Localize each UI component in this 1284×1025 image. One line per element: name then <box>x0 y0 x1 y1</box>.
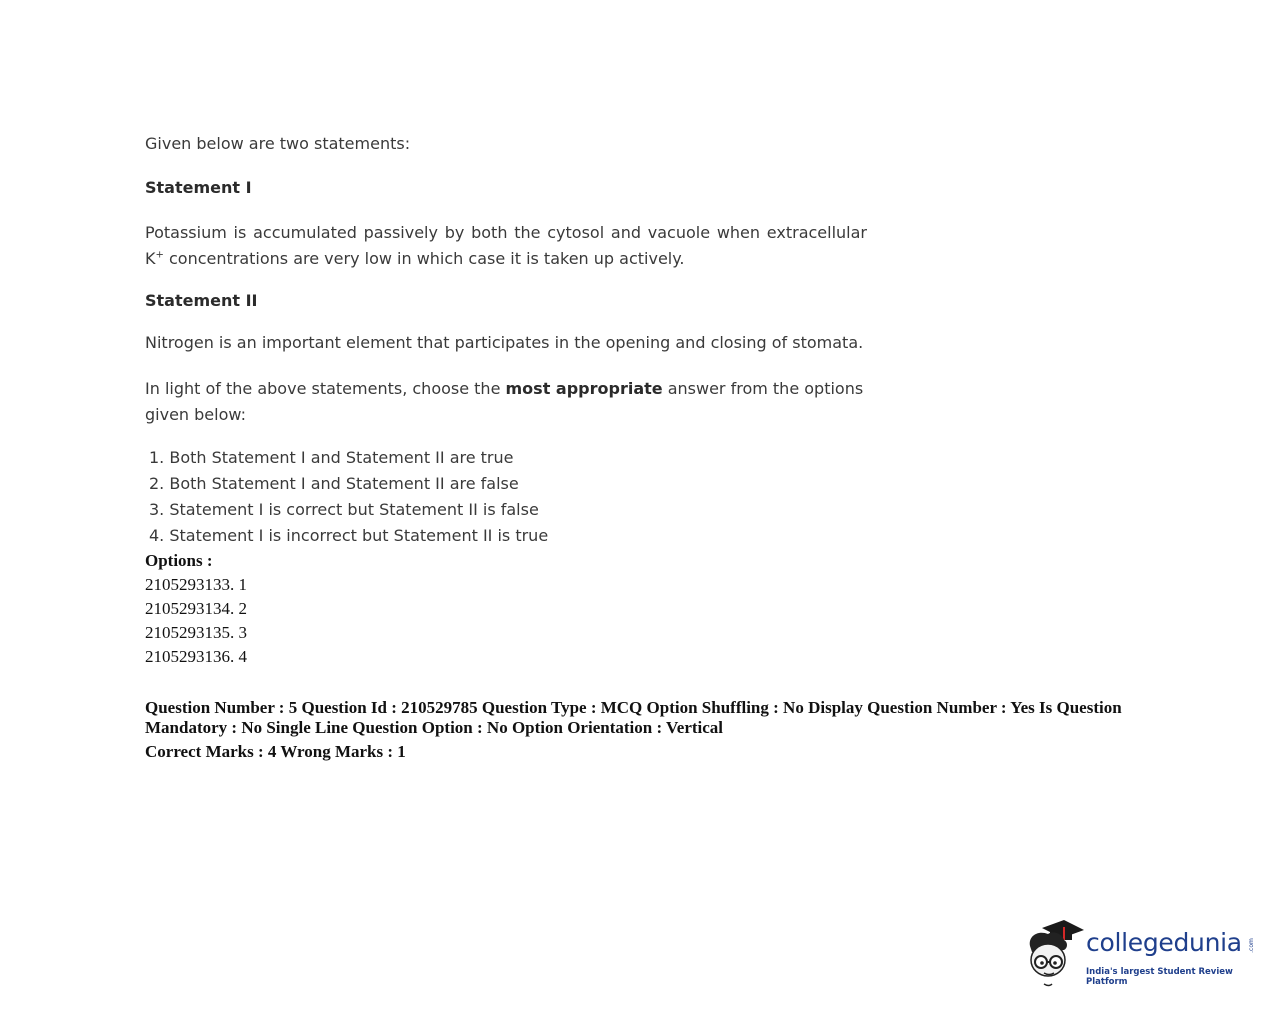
logo-wordmark: collegedunia <box>1086 928 1242 957</box>
option-id-row: 2105293134. 2 <box>145 599 247 618</box>
question-meta <box>145 698 1155 762</box>
option-id-row: 2105293136. 4 <box>145 647 247 666</box>
choice-item: 1. Both Statement I and Statement II are true <box>149 448 514 467</box>
question-meta-details: Question Number : 5 Question Id : 210529785 Question Type : MCQ Option Shuffling : No Display Question Number : Yes Is Question Mandatory : No Single Line Question Option : No Option Orientation : Vertical <box>145 698 1122 737</box>
choice-list <box>149 445 548 549</box>
options-label: Options : <box>145 551 213 570</box>
statement-1-text: Potassium is accumulated passively by both the cytosol and vacuole when extracellular K+ concentrations are very low in which case it is taken up actively. <box>145 223 867 268</box>
statement-1-heading: Statement I <box>145 178 252 197</box>
logo-tagline: India's largest Student Review Platform <box>1086 967 1233 987</box>
option-id-row: 2105293135. 3 <box>145 623 247 642</box>
choice-item: 3. Statement I is correct but Statement II is false <box>149 500 539 519</box>
options-block <box>145 549 247 669</box>
choice-item: 4. Statement I is incorrect but Statement II is true <box>149 526 549 545</box>
instruction-text: In light of the above statements, choose the most appropriate answer from the options given below: <box>145 379 864 424</box>
mascot-icon <box>1024 918 1086 988</box>
collegedunia-logo <box>1024 918 1264 988</box>
option-id-row: 2105293133. 1 <box>145 575 247 594</box>
marks-info: Correct Marks : 4 Wrong Marks : 1 <box>145 742 406 761</box>
choice-item: 2. Both Statement I and Statement II are false <box>149 474 519 493</box>
statement-2-heading: Statement II <box>145 291 258 310</box>
statement-2-text: Nitrogen is an important element that participates in the opening and closing of stomata. <box>145 333 864 352</box>
question-intro: Given below are two statements: <box>145 134 411 153</box>
logo-suffix: .com <box>1247 938 1255 953</box>
